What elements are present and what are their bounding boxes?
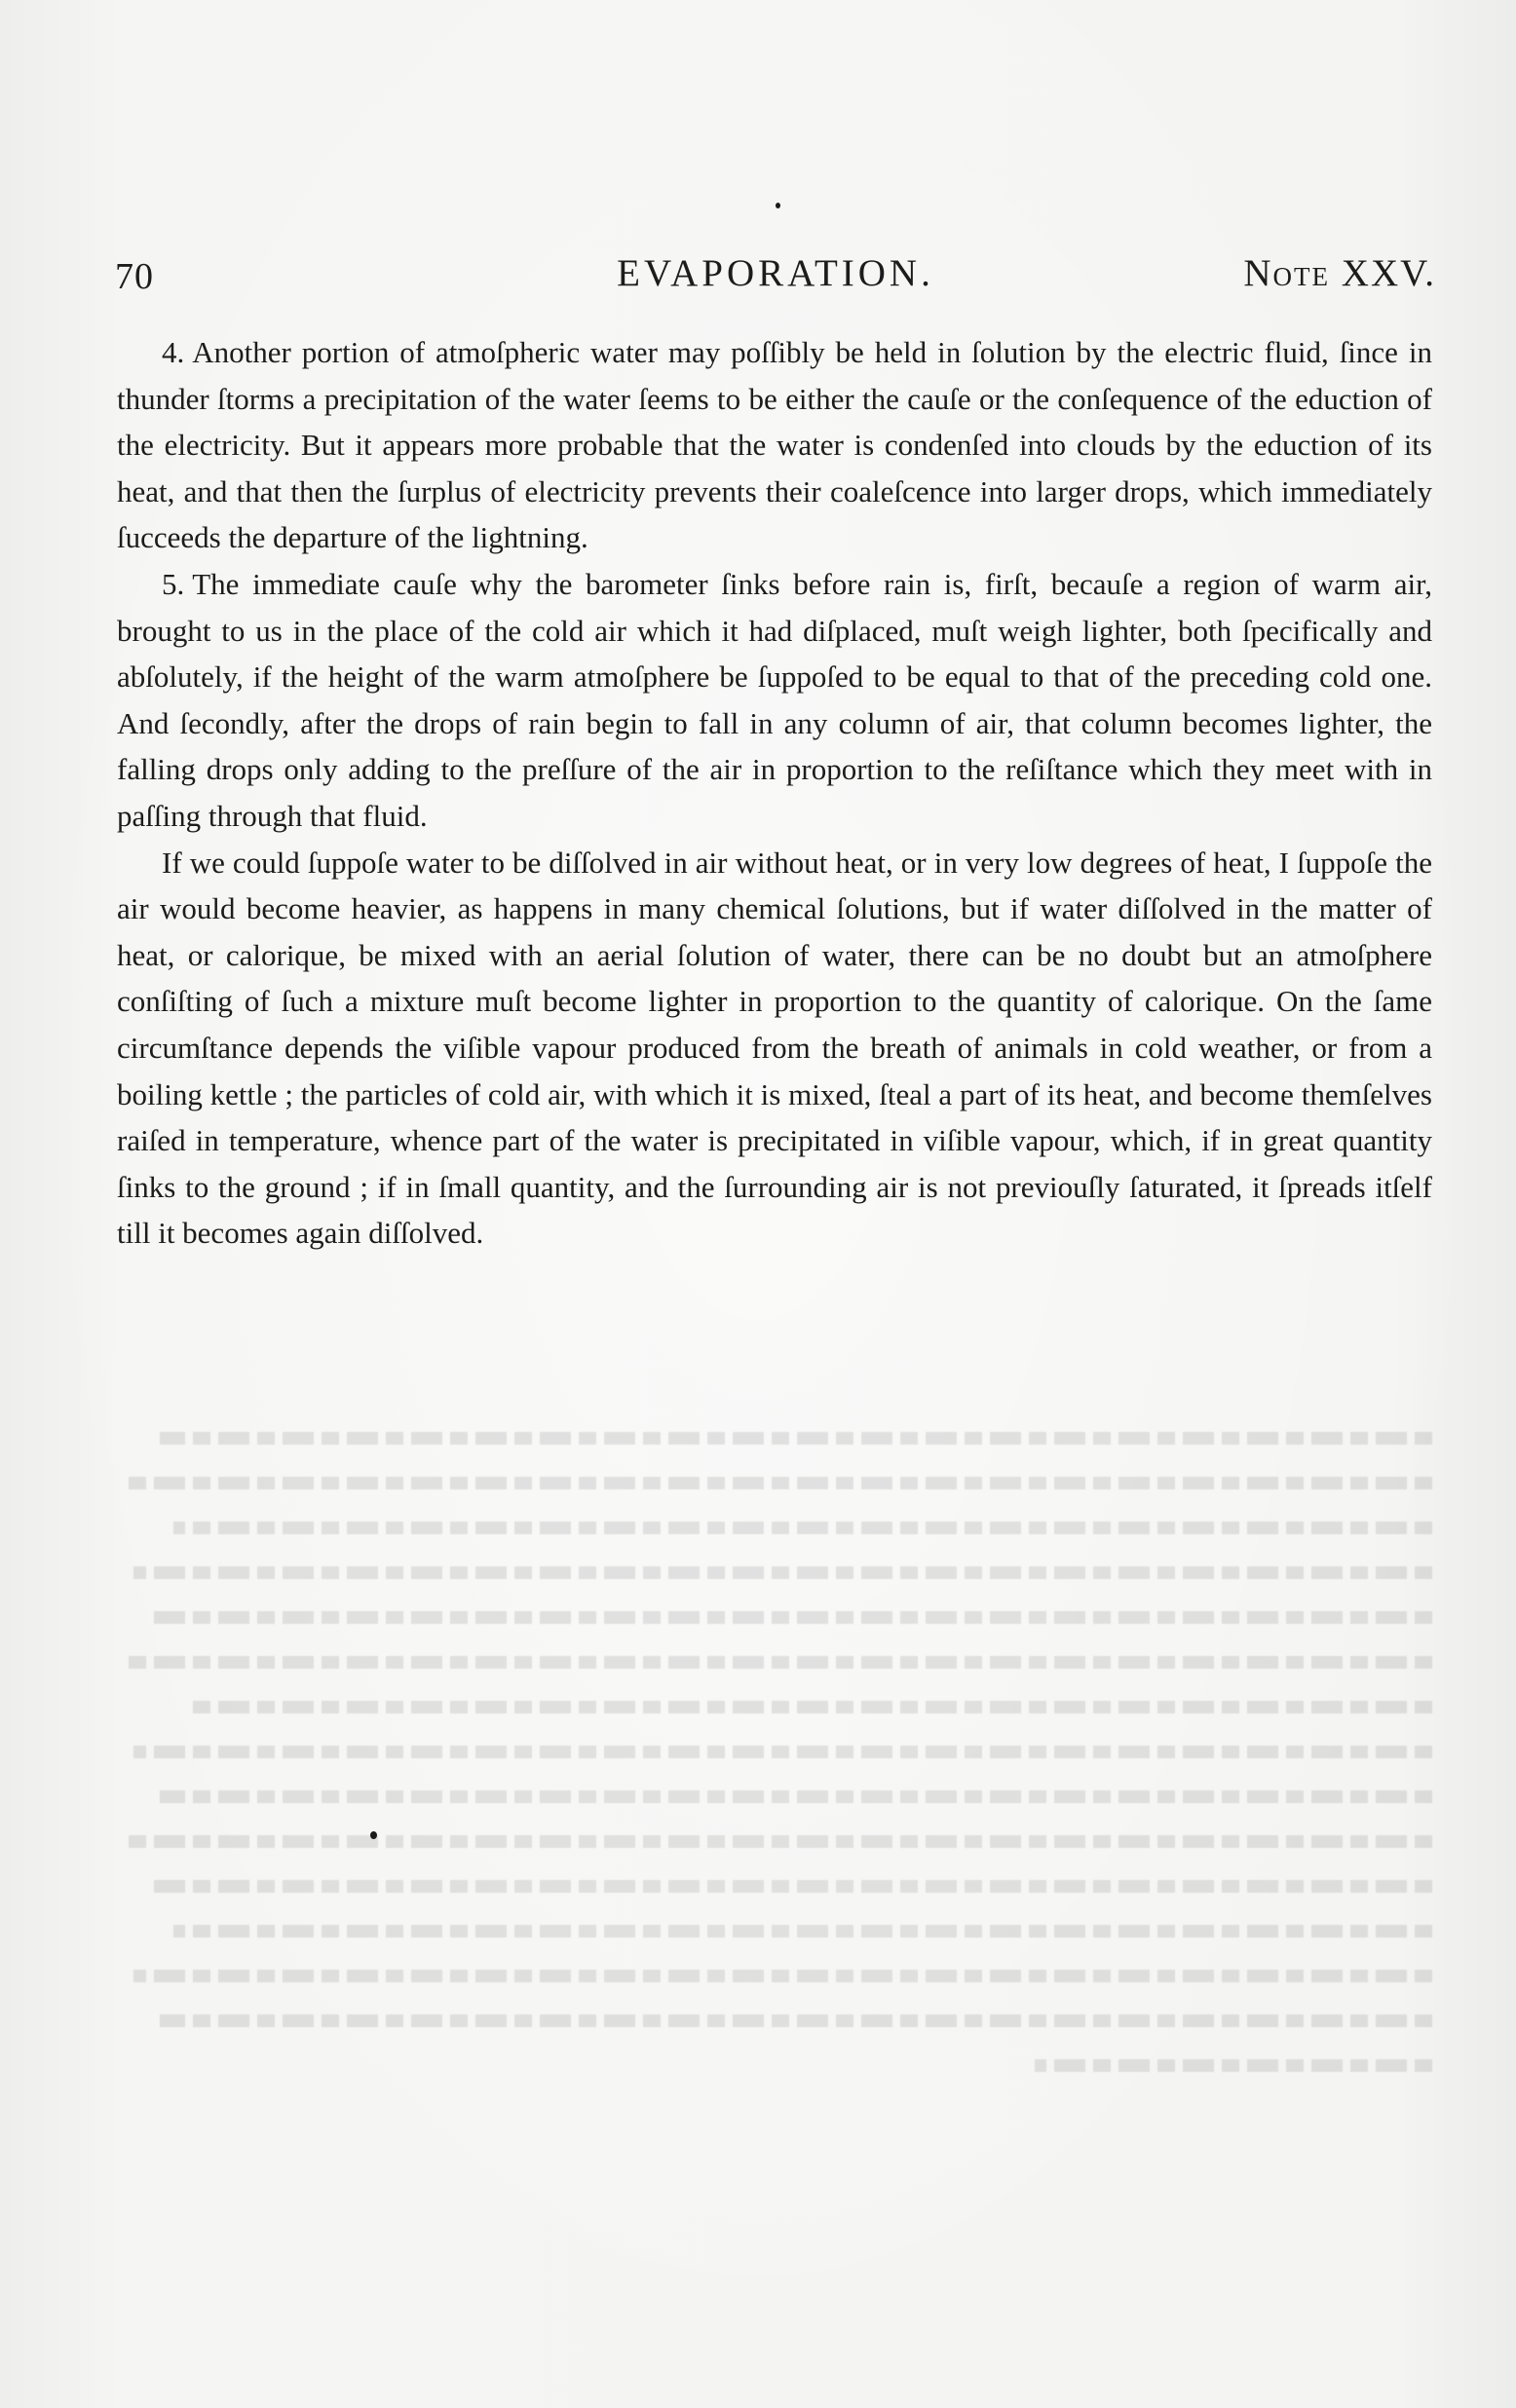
paragraph-dissolved-water bbox=[117, 840, 1432, 1257]
reverse-page-bleed-through bbox=[107, 1432, 1432, 2133]
ink-speck bbox=[776, 203, 780, 208]
page-number: 70 bbox=[115, 256, 154, 297]
paragraph-4 bbox=[117, 329, 1432, 561]
page-header-title: EVAPORATION. bbox=[617, 252, 934, 294]
paragraph-number: 4. bbox=[162, 335, 185, 369]
paragraph-text: If we could ſuppoſe water to be diſſolved in air without heat, or in very low degrees of heat, I ſuppoſe the air would become heavier, as happens in many chemical ſolutions, but if water diſſolved in the matter of heat, or calorique, be mixed with an aerial ſolution of water, there can be no doubt but an atmoſphere conſiſting of ſuch a mixture muſt become lighter in proportion to the quantity of calorique. On the ſame circumſtance depends the viſible vapour produced from the breath of animals in cold weather, or from a boiling kettle ; the particles of cold air, with which it is mixed, ſteal a part of its heat, and become themſelves raiſed in temperature, whence part of the water is precipitated in viſible vapour, which, if in great quantity ſinks to the ground ; if in ſmall quantity, and the ſurrounding air is not previouſly ſaturated, it ſpreads itſelf till it becomes again diſſolved. bbox=[117, 845, 1432, 1251]
paragraph-number: 5. bbox=[162, 566, 185, 601]
paragraph-text: The immediate cauſe why the barometer ſinks before rain is, firſt, becauſe a region of warm air, brought to us in the place of the cold air which it had diſplaced, muſt weigh lighter, both ſpecifically and abſolutely, if the height of the warm atmoſphere be ſuppoſed to be equal to that of the preceding cold one. And ſecondly, after the drops of rain begin to fall in any column of air, that column becomes lighter, the falling drops only adding to the preſſure of the air in proportion to the reſiſtance which they meet with in paſſing through that fluid. bbox=[117, 566, 1432, 833]
ink-speck bbox=[370, 1831, 377, 1839]
note-reference: Note XXV. bbox=[1243, 252, 1436, 294]
main-text bbox=[117, 329, 1432, 1257]
running-head bbox=[115, 251, 1436, 300]
paragraph-5 bbox=[117, 561, 1432, 840]
paragraph-text: Another portion of atmoſpheric water may poſſibly be held in ſolution by the electric fluid, ſince in thunder ſtorms a precipitation of the water ſeems to be either the cauſe or the conſequence of the eduction of the electricity. But it appears more probable that the water is condenſed into clouds by the eduction of its heat, and that then the ſurplus of electricity prevents their coaleſcence into larger drops, which immediately ſucceeds the departure of the lightning. bbox=[117, 335, 1432, 555]
